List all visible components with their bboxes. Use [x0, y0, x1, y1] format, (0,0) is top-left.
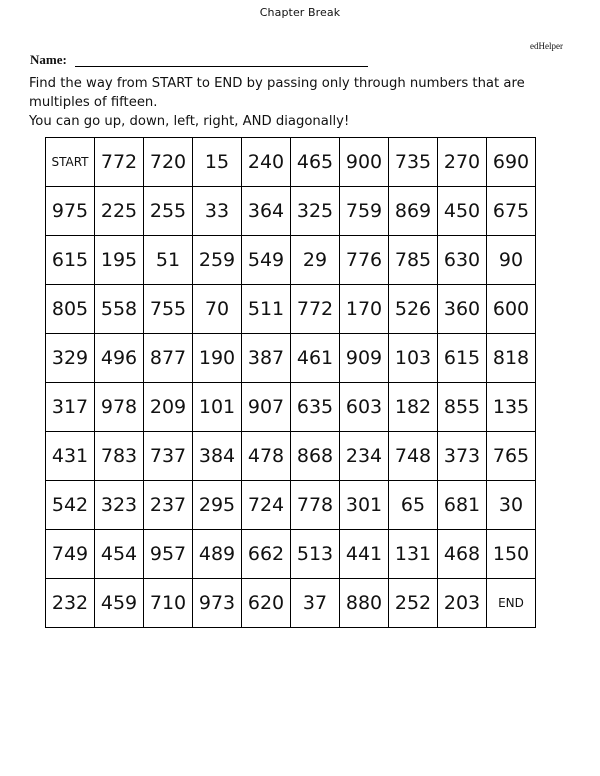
maze-cell: 431	[46, 432, 95, 481]
maze-cell: 778	[291, 481, 340, 530]
maze-cell: 720	[144, 138, 193, 187]
maze-cell: 459	[95, 579, 144, 628]
maze-cell: 489	[193, 530, 242, 579]
maze-cell: 360	[438, 285, 487, 334]
maze-cell: 190	[193, 334, 242, 383]
maze-cell: 301	[340, 481, 389, 530]
maze-cell: 869	[389, 187, 438, 236]
maze-cell: 710	[144, 579, 193, 628]
name-label: Name:	[30, 52, 67, 67]
maze-cell: 90	[487, 236, 536, 285]
maze-cell: 877	[144, 334, 193, 383]
maze-cell: 317	[46, 383, 95, 432]
maze-cell: 259	[193, 236, 242, 285]
maze-cell: 855	[438, 383, 487, 432]
maze-cell: 675	[487, 187, 536, 236]
maze-cell: 478	[242, 432, 291, 481]
maze-cell: 70	[193, 285, 242, 334]
maze-cell: 900	[340, 138, 389, 187]
maze-cell: 603	[340, 383, 389, 432]
maze-cell: 772	[291, 285, 340, 334]
maze-cell: 776	[340, 236, 389, 285]
maze-cell: 907	[242, 383, 291, 432]
maze-cell: 329	[46, 334, 95, 383]
maze-cell: 749	[46, 530, 95, 579]
maze-cell: 909	[340, 334, 389, 383]
maze-cell: 765	[487, 432, 536, 481]
maze-cell: 323	[95, 481, 144, 530]
maze-cell: 441	[340, 530, 389, 579]
maze-cell: 615	[438, 334, 487, 383]
maze-cell: 232	[46, 579, 95, 628]
maze-cell: 131	[389, 530, 438, 579]
maze-cell: 101	[193, 383, 242, 432]
page-title: Chapter Break	[259, 6, 341, 19]
maze-cell: 558	[95, 285, 144, 334]
maze-cell: 818	[487, 334, 536, 383]
maze-cell: 975	[46, 187, 95, 236]
maze-cell: 724	[242, 481, 291, 530]
maze-cell: 468	[438, 530, 487, 579]
maze-cell: 635	[291, 383, 340, 432]
maze-cell: 511	[242, 285, 291, 334]
maze-cell: 526	[389, 285, 438, 334]
maze-cell: 549	[242, 236, 291, 285]
instructions-line-2: You can go up, down, left, right, AND diagonally!	[29, 114, 350, 129]
maze-cell: 461	[291, 334, 340, 383]
maze-cell: 170	[340, 285, 389, 334]
maze-cell: 225	[95, 187, 144, 236]
maze-cell: 805	[46, 285, 95, 334]
maze-cell: 615	[46, 236, 95, 285]
maze-cell: 203	[438, 579, 487, 628]
maze-cell: 15	[193, 138, 242, 187]
maze-start-cell: START	[46, 138, 95, 187]
maze-cell: 600	[487, 285, 536, 334]
maze-cell: 735	[389, 138, 438, 187]
maze-cell: 364	[242, 187, 291, 236]
maze-cell: 690	[487, 138, 536, 187]
instructions-line-1: Find the way from START to END by passing only through numbers that are multiples of fifteen.	[29, 76, 525, 110]
instructions	[29, 74, 579, 131]
maze-cell: 450	[438, 187, 487, 236]
maze-cell: 30	[487, 481, 536, 530]
maze-cell: 29	[291, 236, 340, 285]
maze-cell: 295	[193, 481, 242, 530]
maze-cell: 270	[438, 138, 487, 187]
maze-cell: 135	[487, 383, 536, 432]
maze-cell: 759	[340, 187, 389, 236]
maze-cell: 103	[389, 334, 438, 383]
maze-cell: 240	[242, 138, 291, 187]
maze-cell: 973	[193, 579, 242, 628]
maze-cell: 755	[144, 285, 193, 334]
maze-cell: 737	[144, 432, 193, 481]
maze-cell: 748	[389, 432, 438, 481]
maze-cell: 37	[291, 579, 340, 628]
maze-cell: 513	[291, 530, 340, 579]
maze-cell: 33	[193, 187, 242, 236]
maze-cell: 195	[95, 236, 144, 285]
maze-cell: 681	[438, 481, 487, 530]
maze-cell: 957	[144, 530, 193, 579]
maze-end-cell: END	[487, 579, 536, 628]
maze-cell: 868	[291, 432, 340, 481]
maze-cell: 978	[95, 383, 144, 432]
maze-cell: 252	[389, 579, 438, 628]
maze-cell: 182	[389, 383, 438, 432]
name-field-line[interactable]	[75, 66, 368, 67]
maze-cell: 785	[389, 236, 438, 285]
maze-cell: 255	[144, 187, 193, 236]
maze-cell: 772	[95, 138, 144, 187]
number-maze-grid	[45, 137, 536, 628]
maze-cell: 373	[438, 432, 487, 481]
maze-cell: 234	[340, 432, 389, 481]
maze-cell: 662	[242, 530, 291, 579]
maze-cell: 620	[242, 579, 291, 628]
maze-cell: 454	[95, 530, 144, 579]
maze-cell: 387	[242, 334, 291, 383]
maze-cell: 51	[144, 236, 193, 285]
maze-cell: 150	[487, 530, 536, 579]
maze-cell: 542	[46, 481, 95, 530]
maze-cell: 630	[438, 236, 487, 285]
maze-cell: 384	[193, 432, 242, 481]
maze-cell: 465	[291, 138, 340, 187]
maze-cell: 783	[95, 432, 144, 481]
maze-cell: 65	[389, 481, 438, 530]
maze-cell: 237	[144, 481, 193, 530]
maze-cell: 209	[144, 383, 193, 432]
brand-label: edHelper	[530, 41, 563, 51]
maze-cell: 880	[340, 579, 389, 628]
maze-cell: 325	[291, 187, 340, 236]
maze-cell: 496	[95, 334, 144, 383]
